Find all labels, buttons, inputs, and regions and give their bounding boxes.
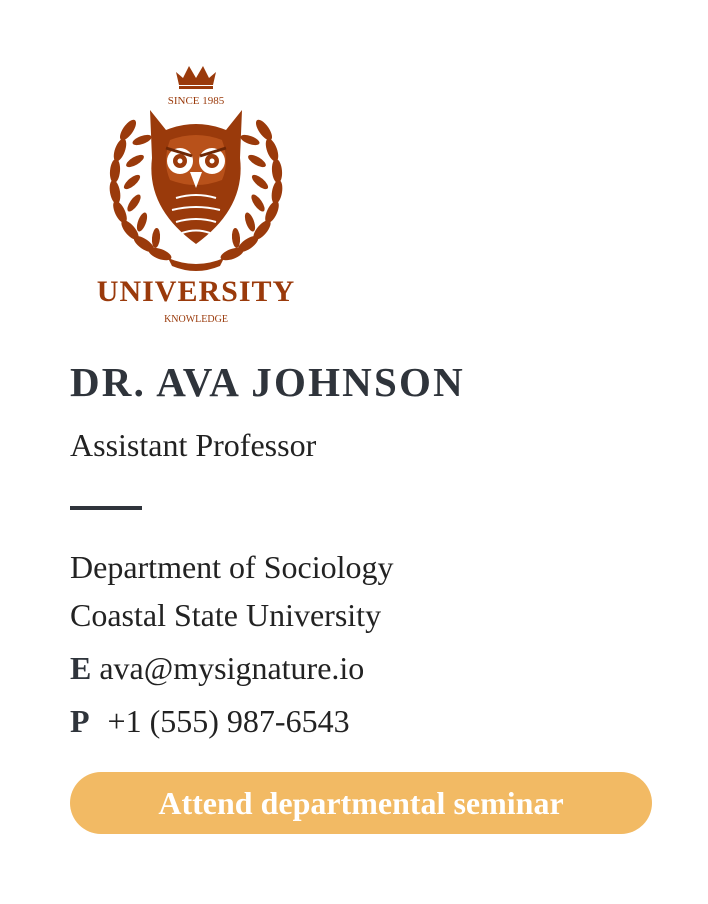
owl-icon <box>150 110 242 244</box>
person-name: DR. AVA JOHNSON <box>70 359 465 405</box>
logo-tagline: KNOWLEDGE <box>164 314 228 325</box>
crown-icon <box>176 66 216 89</box>
logo-since-text: SINCE 1985 <box>167 95 225 107</box>
department-text: Department of Sociology <box>70 549 394 585</box>
university-logo <box>80 58 312 328</box>
email-link[interactable]: ava@mysignature.io <box>99 650 365 686</box>
seminar-cta-button[interactable]: Attend departmental seminar <box>70 772 652 834</box>
email-row <box>70 652 364 684</box>
logo-wordmark: UNIVERSITY <box>96 275 296 308</box>
phone-label: P <box>70 703 90 739</box>
phone-link[interactable]: +1 (555) 987-6543 <box>107 703 350 739</box>
institution-text: Coastal State University <box>70 597 382 633</box>
divider <box>70 506 142 510</box>
job-title: Assistant Professor <box>70 427 317 463</box>
phone-row <box>70 705 350 737</box>
email-label: E <box>70 650 92 686</box>
